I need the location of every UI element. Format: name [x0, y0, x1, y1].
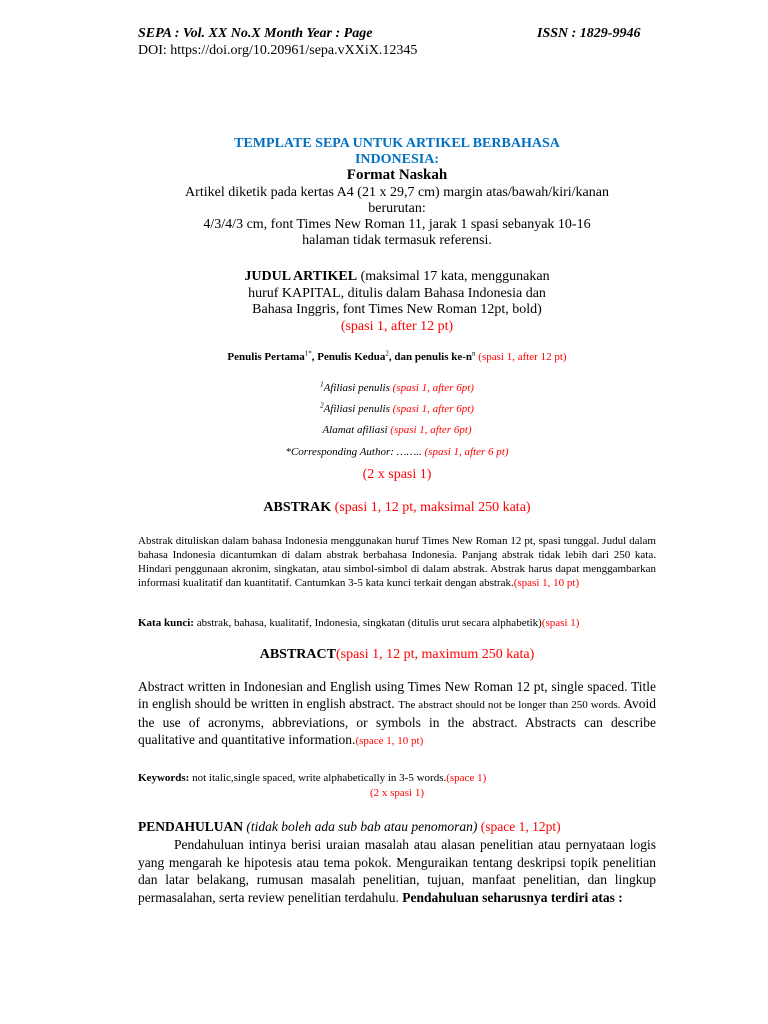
- pendahuluan-text-bold: Pendahuluan seharusnya terdiri atas :: [402, 889, 623, 905]
- affiliation-address: [138, 424, 656, 436]
- title-line-2: INDONESIA:: [354, 152, 439, 167]
- abstrak-text: Abstrak dituliskan dalam bahasa Indonesia menggunakan huruf Times New Roman 12 pt, spasi tunggal. Judul dalam bahasa Indonesia dicantumkan di dalam abstrak berbahasa Indonesia. Panjang abstrak tidak lebih dari 250 kata. Hindari penggunaan akronim, singkatan, atau simbol-simbol di dalam abstrak. Abstrak harus dapat menggambarkan informasi kualitatif dan kuantitatif. Cantumkan 3-5 kata kunci terkait dengan abstrak.: [138, 535, 656, 589]
- format-description: [138, 185, 656, 249]
- abstract-text-b: Avoid the use of acronyms, abbreviations, or symbols in the abstract. Abstracts can describe qualitative and quantitative information.: [138, 696, 656, 747]
- kata-kunci-text: abstrak, bahasa, kualitatif, Indonesia, singkatan (ditulis urut secara alphabetik): [193, 617, 542, 629]
- corresponding-author-note: (spasi 1, after 6 pt): [421, 446, 509, 458]
- affiliation-2-sup: 2: [320, 401, 324, 410]
- doi-line: DOI: https://doi.org/10.20961/sepa.vXXiX.12345: [138, 43, 418, 58]
- author-second: , Penulis Kedua: [311, 351, 386, 363]
- abstrak-heading: [138, 500, 656, 516]
- keywords-text: not italic,single spaced, write alphabetically in 3-5 words.: [189, 772, 447, 784]
- affiliation-address-text: Alamat afiliasi: [322, 424, 391, 436]
- judul-line-3: Bahasa Inggris, font Times New Roman 12pt, bold): [252, 302, 542, 317]
- affiliation-2-note: (spasi 1, after 6pt): [392, 403, 474, 415]
- abstract-note: (spasi 1, 12 pt, maximum 250 kata): [335, 647, 535, 662]
- affiliation-2: [138, 403, 656, 415]
- format-line-1: Artikel diketik pada kertas A4 (21 x 29,7 cm) margin atas/bawah/kiri/kanan: [185, 185, 609, 200]
- corresponding-author: [138, 446, 656, 458]
- abstract-title: ABSTRACT: [259, 647, 336, 662]
- keywords-line: [138, 772, 656, 784]
- author-nth-sup: n: [472, 349, 476, 358]
- kata-kunci-line: [138, 617, 656, 629]
- author-nth: , dan penulis ke-n: [388, 351, 473, 363]
- keywords-label: Keywords:: [138, 772, 190, 784]
- affiliation-1-sup: 1: [320, 380, 324, 389]
- author-first: Penulis Pertama: [227, 351, 305, 363]
- issn-header: ISSN : 1829-9946: [537, 26, 641, 41]
- judul-line-2: huruf KAPITAL, ditulis dalam Bahasa Indonesia dan: [248, 285, 546, 301]
- abstract-text-small: The abstract should not be longer than 250 words.: [398, 699, 621, 711]
- affiliation-1-text: Afiliasi penulis: [323, 382, 393, 394]
- keywords-note: (space 1): [446, 772, 487, 784]
- abstract-text-a: Abstract written in Indonesian and English using Times New Roman 12 pt, single spaced. Title in english should be written in english abstract.: [138, 679, 656, 711]
- abstract-body: [138, 678, 656, 750]
- format-line-3: 4/3/4/3 cm, font Times New Roman 11, jarak 1 spasi sebanyak 10-16: [203, 217, 591, 232]
- author-second-sup: 2: [385, 349, 389, 358]
- abstract-body-note: (space 1, 10 pt): [355, 735, 424, 747]
- authors-spacing: (spasi 1, after 12 pt): [475, 351, 567, 363]
- author-first-sup: 1*: [304, 349, 312, 358]
- pendahuluan-heading: [138, 819, 656, 835]
- abstrak-body: [138, 534, 656, 590]
- affiliation-2-text: Afiliasi penulis: [323, 403, 393, 415]
- corresponding-author-text: *Corresponding Author: ……..: [285, 446, 422, 458]
- judul-instructions: [138, 269, 656, 335]
- abstrak-body-note: (spasi 1, 10 pt): [513, 577, 580, 589]
- kata-kunci-note: (spasi 1): [541, 617, 580, 629]
- affiliation-1: [138, 382, 656, 394]
- double-spacing-note: (2 x spasi 1): [362, 467, 432, 482]
- pendahuluan-title: PENDAHULUAN: [138, 819, 244, 834]
- abstract-heading: [138, 647, 656, 663]
- template-title: [138, 136, 656, 168]
- affiliation-address-note: (spasi 1, after 6pt): [390, 424, 472, 436]
- pendahuluan-text: Pendahuluan intinya berisi uraian masalah atau alasan penelitian atau pernyataan logis yang mengarah ke hipotesis atau tema pokok. Menguraikan tentang deskripsi topik penelitian dan latar belakang, rumusan masalah penelitian, tujuan, manfaat penelitian, dan lingkup permasalahan, serta review penelitian terdahulu.: [138, 837, 656, 905]
- abstrak-title: ABSTRAK: [263, 500, 332, 515]
- authors-line: [138, 351, 656, 363]
- format-line-2: berurutan:: [368, 201, 426, 216]
- judul-line-1: (maksimal 17 kata, menggunakan: [357, 269, 550, 284]
- journal-header: SEPA : Vol. XX No.X Month Year : Page: [138, 26, 373, 41]
- format-line-4: halaman tidak termasuk referensi.: [302, 233, 492, 248]
- judul-label: JUDUL ARTIKEL: [244, 269, 358, 284]
- kata-kunci-label: Kata kunci:: [138, 617, 194, 629]
- abstrak-note: (spasi 1, 12 pt, maksimal 250 kata): [331, 500, 531, 515]
- pendahuluan-note: (space 1, 12pt): [477, 819, 561, 834]
- format-heading: Format Naskah: [346, 167, 448, 183]
- title-line-1: TEMPLATE SEPA UNTUK ARTIKEL BERBAHASA: [234, 136, 560, 151]
- judul-spacing: (spasi 1, after 12 pt): [340, 318, 454, 334]
- pendahuluan-body: [138, 836, 656, 906]
- affiliation-1-note: (spasi 1, after 6pt): [392, 382, 474, 394]
- double-spacing-note-2: (2 x spasi 1): [369, 787, 425, 799]
- pendahuluan-note-italic: (tidak boleh ada sub bab atau penomoran): [243, 819, 478, 834]
